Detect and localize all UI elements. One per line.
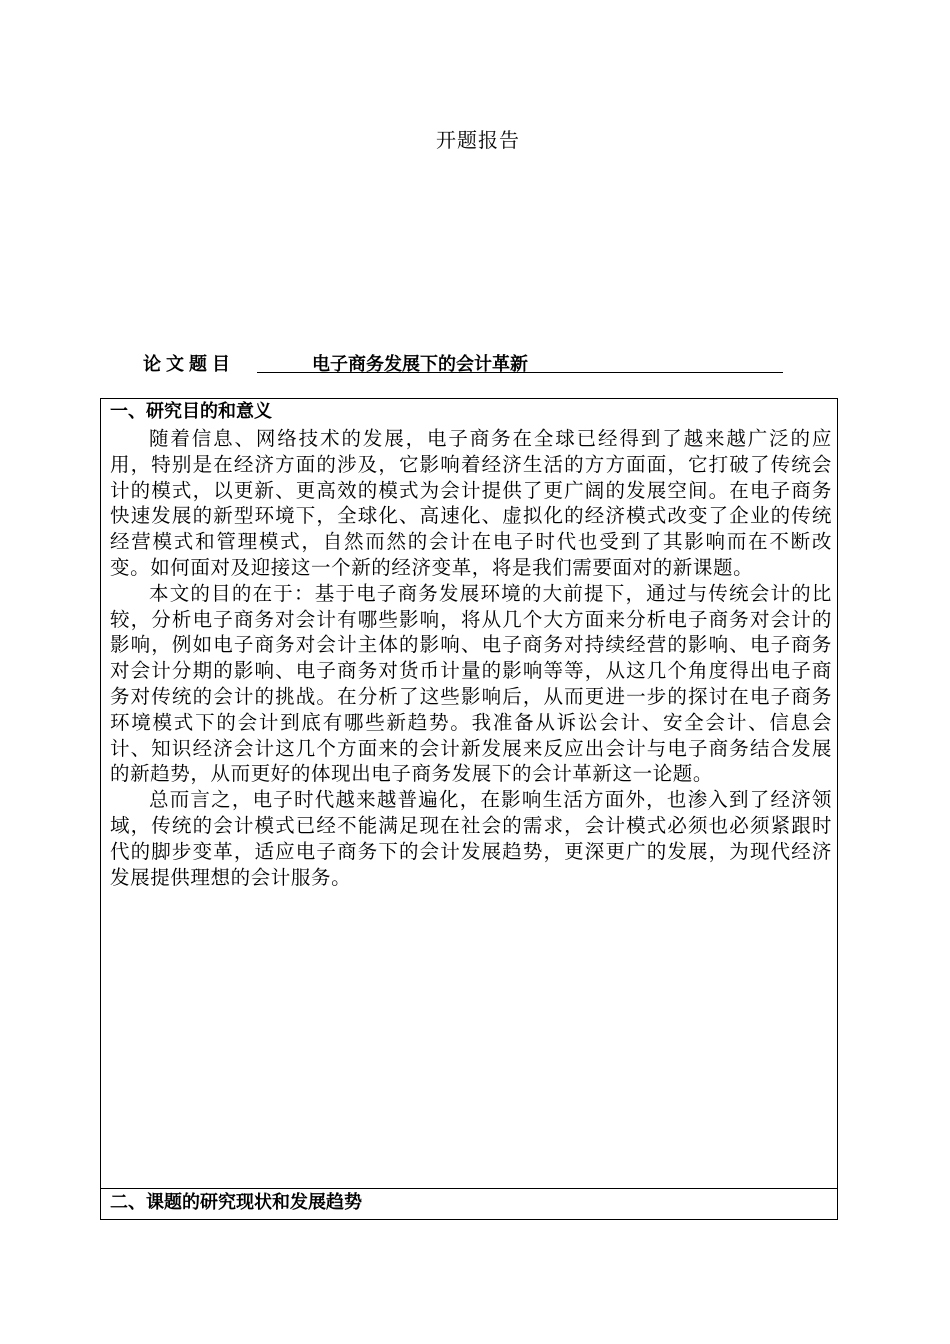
section-research-status	[101, 1189, 837, 1219]
section-purpose	[101, 399, 837, 1189]
paragraph: 总而言之，电子时代越来越普遍化，在影响生活方面外，也渗入到了经济领域，传统的会计模式已经不能满足现在社会的需求，会计模式必须也必须紧跟时代的脚步变革，适应电子商务下的会计发展趋势，更深更广的发展，为现代经济发展提供理想的会计服务。	[110, 788, 832, 889]
report-table	[100, 398, 838, 1220]
page-title: 开题报告	[436, 128, 520, 152]
thesis-title-value: 电子商务发展下的会计革新	[312, 354, 528, 375]
section-heading-purpose: 一、研究目的和意义	[110, 401, 272, 422]
paragraph: 本文的目的在于：基于电子商务发展环境的大前提下，通过与传统会计的比较，分析电子商务对会计有哪些影响，将从几个大方面来分析电子商务对会计的影响，例如电子商务对会计主体的影响、电子商务对持续经营的影响、电子商务对会计分期的影响、电子商务对货币计量的影响等等，从这几个角度得出电子商务对传统的会计的挑战。在分析了这些影响后，从而更进一步的探讨在电子商务环境模式下的会计到底有哪些新趋势。我准备从诉讼会计、安全会计、信息会计、知识经济会计这几个方面来的会计新发展来反应出会计与电子商务结合发展的新趋势，从而更好的体现出电子商务发展下的会计革新这一论题。	[110, 581, 832, 786]
paragraph: 随着信息、网络技术的发展，电子商务在全球已经得到了越来越广泛的应用，特别是在经济方面的涉及，它影响着经济生活的方方面面，它打破了传统会计的模式，以更新、更高效的模式为会计提供了更广阔的发展空间。在电子商务快速发展的新型环境下，全球化、高速化、虚拟化的经济模式改变了企业的传统经营模式和管理模式，自然而然的会计在电子时代也受到了其影响而在不断改变。如何面对及迎接这一个新的经济变革，将是我们需要面对的新课题。	[110, 427, 832, 579]
section-heading-research-status: 二、课题的研究现状和发展趋势	[110, 1192, 362, 1213]
section-body-purpose	[110, 426, 832, 890]
thesis-title-label: 论文题目	[143, 354, 235, 375]
thesis-title-underline	[257, 348, 783, 373]
thesis-title-row	[143, 348, 783, 376]
